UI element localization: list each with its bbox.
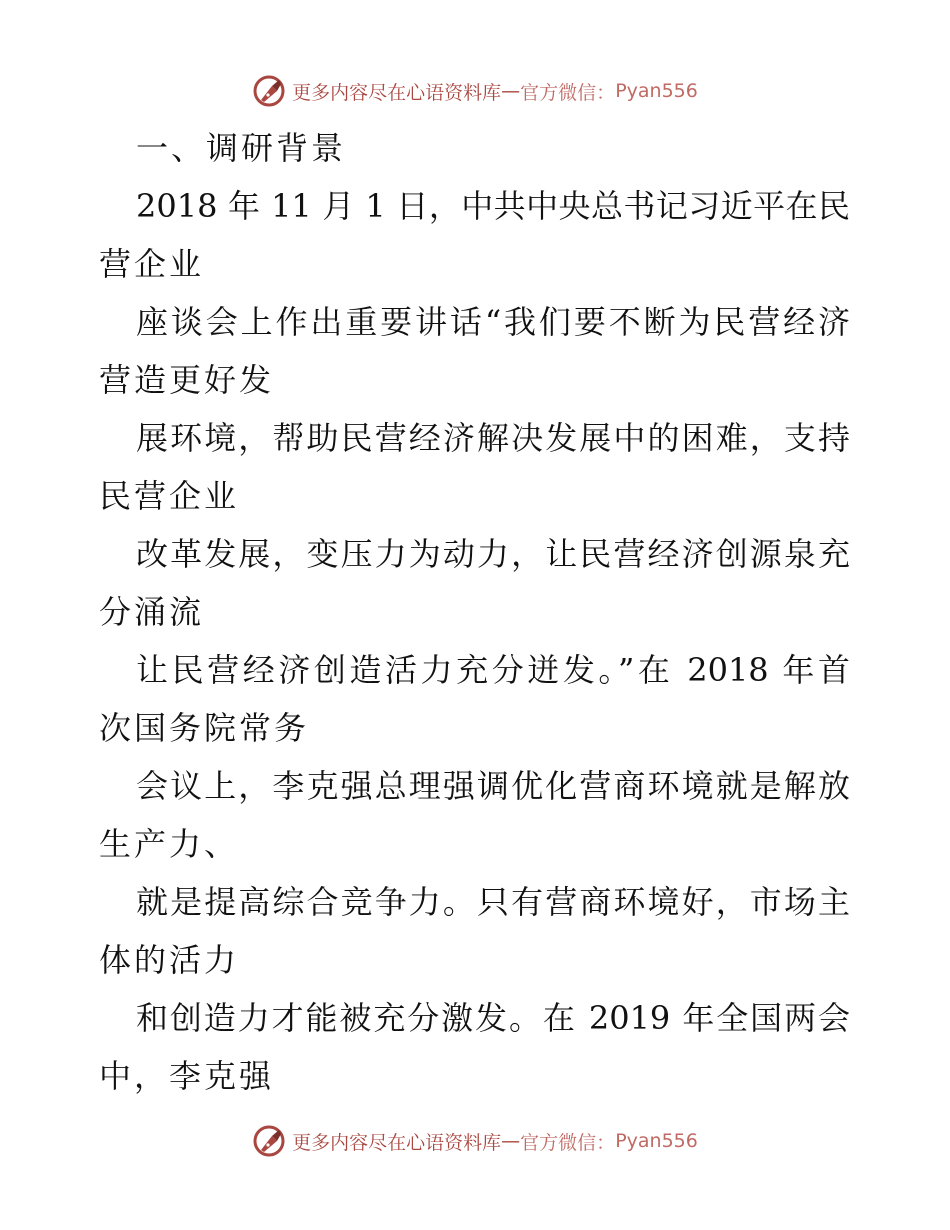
pen-nib-logo-icon (252, 74, 286, 108)
paragraph-line: 生产力、 (99, 825, 240, 863)
paragraph-line: 展环境，帮助民营经济解决发展中的困难，支持 (136, 419, 850, 457)
paragraph-line: 让民营经济创造活力充分迸发。”在 2018 年首 (136, 651, 850, 689)
paragraph-line: 中，李克强 (99, 1057, 275, 1095)
section-heading: 一、调研背景 (136, 129, 347, 167)
watermark-wechat-id: Pyan556 (615, 80, 698, 102)
paragraph-line: 会议上，李克强总理强调优化营商环境就是解放 (136, 767, 850, 805)
paragraph-line: 座谈会上作出重要讲话“我们要不断为民营经济 (136, 303, 850, 341)
paragraph-line: 就是提高综合竞争力。只有营商环境好，市场主 (136, 883, 850, 921)
watermark-main-text: 更多内容尽在心语资料库 (292, 1131, 502, 1154)
paragraph-line: 2018 年 11 月 1 日，中共中央总书记习近平在民 (136, 187, 850, 225)
paragraph-line: 民营企业 (99, 477, 240, 515)
paragraph-line: 和创造力才能被充分激发。在 2019 年全国两会 (136, 999, 850, 1037)
paragraph-line: 改革发展，变压力为动力，让民营经济创源泉充 (136, 535, 850, 573)
watermark-dash: — (501, 1130, 521, 1152)
header-watermark-banner (0, 71, 950, 111)
paragraph-line: 体的活力 (99, 941, 240, 979)
watermark-dash: — (501, 80, 521, 102)
watermark-wechat-label: 官方微信： (520, 81, 616, 104)
paragraph-line: 营企业 (99, 245, 205, 283)
paragraph-line: 次国务院常务 (99, 709, 310, 747)
watermark-text (292, 1128, 698, 1155)
watermark-text (292, 78, 698, 105)
pen-nib-logo-icon (252, 1124, 286, 1158)
watermark-main-text: 更多内容尽在心语资料库 (292, 81, 502, 104)
watermark-wechat-label: 官方微信： (520, 1131, 616, 1154)
watermark-wechat-id: Pyan556 (615, 1130, 698, 1152)
footer-watermark-banner (0, 1121, 950, 1161)
paragraph-line: 分涌流 (99, 593, 205, 631)
paragraph-line: 营造更好发 (99, 361, 275, 399)
